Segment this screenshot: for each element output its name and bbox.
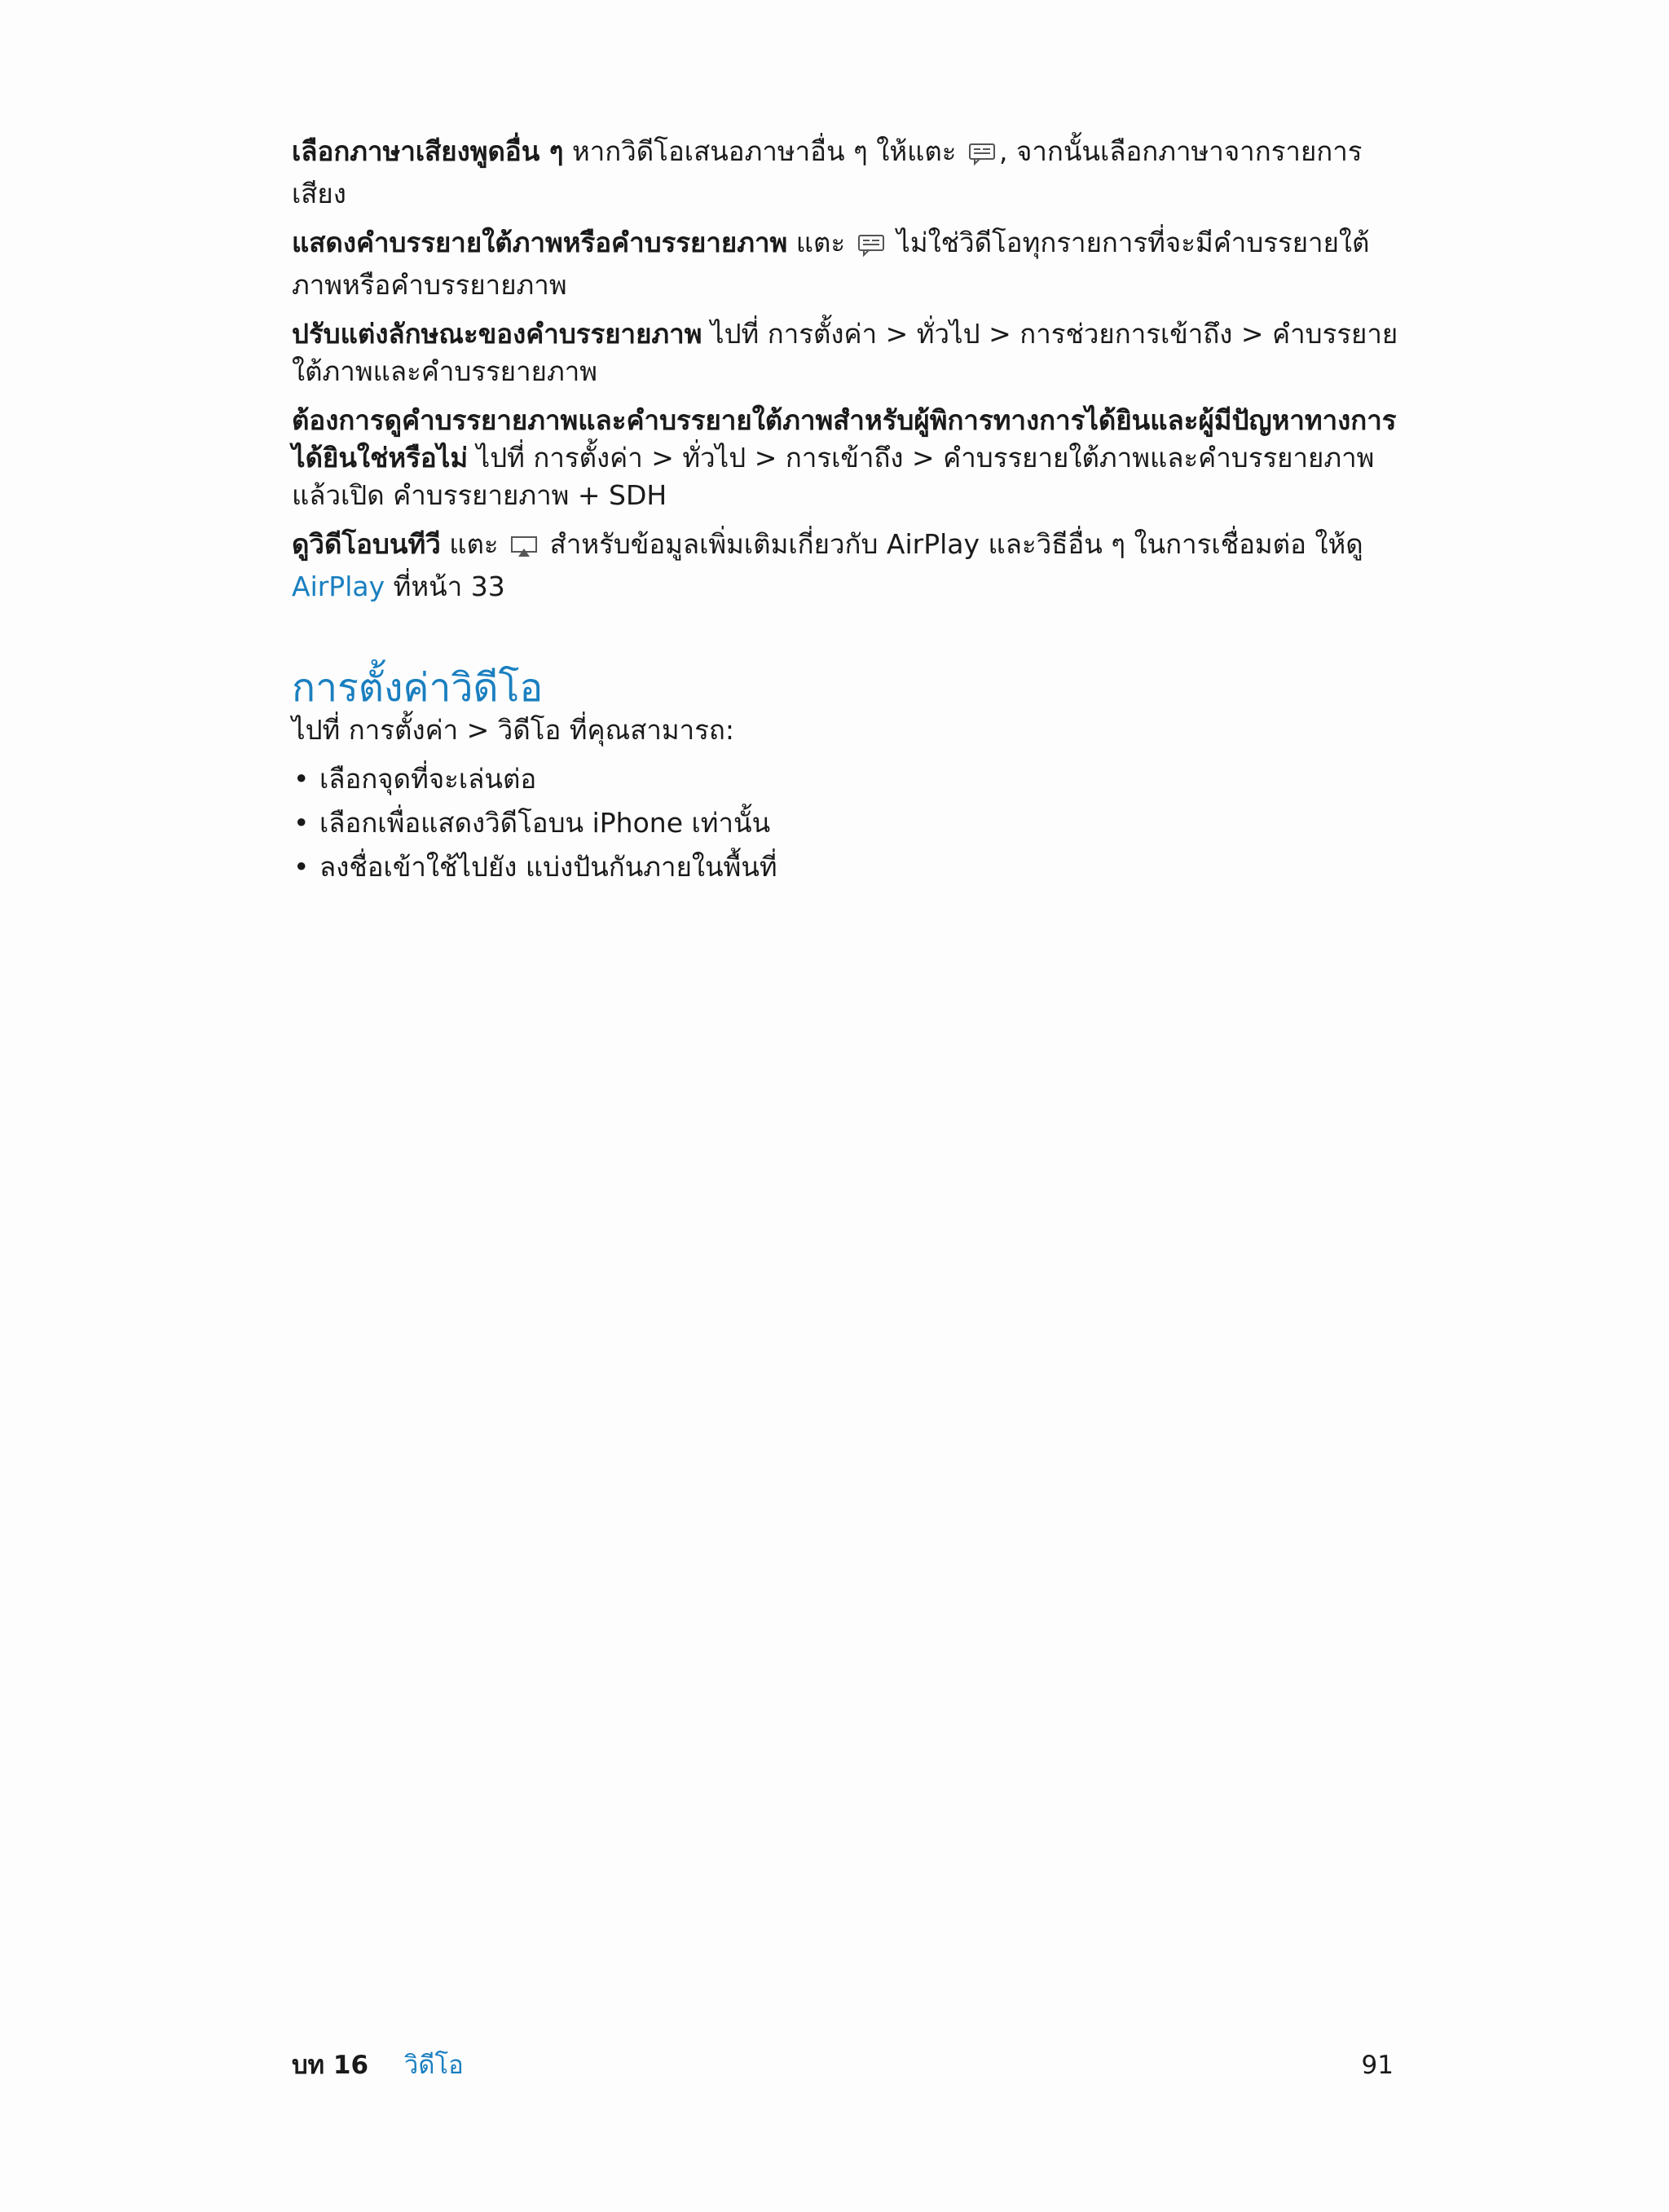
paragraph-text: แตะ (449, 528, 499, 560)
list-item (292, 848, 1400, 886)
paragraph-text: แตะ (795, 227, 846, 258)
paragraph-sdh (292, 402, 1400, 514)
paragraph-heading: ดูวิดีโอบนทีวี (292, 528, 441, 560)
airplay-icon (510, 531, 538, 568)
paragraph-show-subtitles (292, 224, 1400, 304)
list-item-text: ลงชื่อเข้าใช้ไปยัง แบ่งปันกันภายในพื้นที่ (319, 851, 777, 883)
section-title: การตั้งค่าวิดีโอ (292, 665, 544, 711)
bullet-list (292, 760, 1400, 886)
chapter-name-link[interactable]: วิดีโอ (403, 2051, 464, 2080)
paragraph-heading: เลือกภาษาเสียงพูดอื่น ๆ (292, 135, 564, 167)
list-item (292, 760, 1400, 798)
paragraph-heading: ปรับแต่งลักษณะของคำบรรยายภาพ (292, 318, 702, 350)
paragraph-text: สำหรับข้อมูลเพิ่มเติมเกี่ยวกับ AirPlay และวิธีอื่น ๆ ในการเชื่อมต่อ ให้ดู (549, 528, 1363, 560)
chapter-number: บท 16 (292, 2051, 369, 2080)
section-intro: ไปที่ การตั้งค่า > วิดีโอ ที่คุณสามารถ: (292, 714, 735, 746)
speech-bubble-icon (857, 229, 885, 267)
airplay-link[interactable]: AirPlay (292, 571, 385, 602)
list-item-text: เลือกเพื่อแสดงวิดีโอบน iPhone เท่านั้น (319, 807, 771, 839)
page-content (292, 133, 1400, 892)
paragraph-text: ไม่ใช่วิดีโอทุกรายการที่จะมีคำบรรยายใต้ภาพหรือคำบรรยายภาพ (292, 227, 1370, 301)
paragraph-watch-on-tv (292, 526, 1400, 606)
list-item-text: เลือกจุดที่จะเล่นต่อ (319, 763, 537, 795)
paragraph-heading: ต้องการดูคำบรรยายภาพและคำบรรยายใต้ภาพสำหรับผู้พิการทางการได้ยินและผู้มีปัญหาทางการได้ยินใช่หรือไม่ (292, 404, 1397, 474)
paragraph-text: ไปที่ การตั้งค่า > ทั่วไป > การเข้าถึง > คำบรรยายใต้ภาพและคำบรรยายภาพ แล้วเปิด คำบรรยายภาพ + SDH (292, 442, 1375, 511)
paragraph-text: ที่หน้า 33 (393, 571, 505, 602)
page-number: 91 (1361, 2051, 1394, 2080)
paragraph-heading: แสดงคำบรรยายใต้ภาพหรือคำบรรยายภาพ (292, 227, 788, 258)
paragraph-text: , จากนั้นเลือกภาษาจากรายการ เสียง (292, 135, 1363, 209)
bullet-icon: • (293, 851, 310, 883)
bullet-icon: • (293, 763, 310, 795)
page-footer (292, 2049, 1394, 2082)
paragraph-text: ไปที่ การตั้งค่า > ทั่วไป > การช่วยการเข้าถึง > คำบรรยายใต้ภาพและคำบรรยายภาพ (292, 318, 1398, 387)
paragraph-text: หากวิดีโอเสนอภาษาอื่น ๆ ให้แตะ (572, 135, 957, 167)
paragraph-caption-style (292, 315, 1400, 390)
speech-bubble-icon (968, 138, 996, 175)
paragraph-audio-language (292, 133, 1400, 213)
bullet-icon: • (293, 807, 310, 839)
list-item (292, 804, 1400, 842)
